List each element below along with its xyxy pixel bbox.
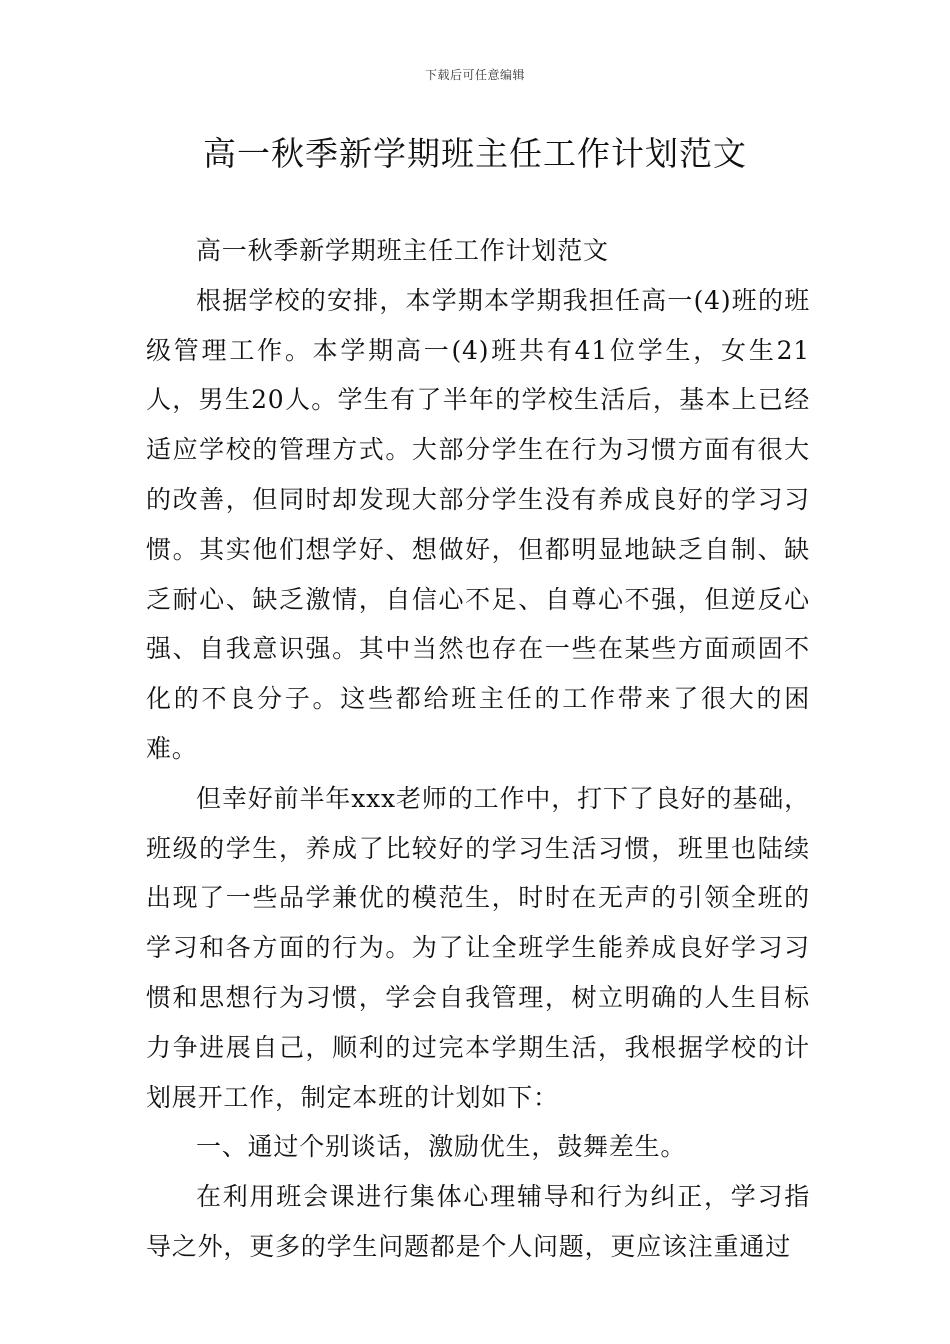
paragraph: 根据学校的安排，本学期本学期我担任高一(4)班的班级管理工作。本学期高一(4)班共有41位学生，女生21人，男生20人。学生有了半年的学校生活后，基本上已经适应学校的管理方式。大部分学生在行为习惯方面有很大的改善，但同时却发现大部分学生没有养成良好的学习习惯。其实他们想学好、想做好，但都明显地缺乏自制、缺乏耐心、缺乏激情，自信心不足、自尊心不强，但逆反心强、自我意识强。其中当然也存在一些在某些方面顽固不化的不良分子。这些都给班主任的工作带来了很大的困难。 bbox=[146, 285, 810, 763]
document-title: 高一秋季新学期班主任工作计划范文 bbox=[203, 134, 747, 173]
paragraph: 在利用班会课进行集体心理辅导和行为纠正，学习指导之外，更多的学生问题都是个人问题，更应该注重通过 bbox=[146, 1182, 810, 1261]
paragraph: 但幸好前半年xxx老师的工作中，打下了良好的基础，班级的学生，养成了比较好的学习生活习惯，班里也陆续出现了一些品学兼优的模范生，时时在无声的引领全班的学习和各方面的行为。为了让全班学生能养成良好学习习惯和思想行为习惯，学会自我管理，树立明确的人生目标力争进展自己，顺利的过完本学期生活，我根据学校的计划展开工作，制定本班的计划如下： bbox=[146, 783, 810, 1112]
paragraph-heading: 一、通过个别谈话，激励优生，鼓舞差生。 bbox=[196, 1132, 687, 1162]
header-note: 下载后可任意编辑 bbox=[424, 68, 525, 82]
paragraph-subtitle: 高一秋季新学期班主任工作计划范文 bbox=[196, 236, 609, 265]
document-body bbox=[146, 226, 810, 1272]
